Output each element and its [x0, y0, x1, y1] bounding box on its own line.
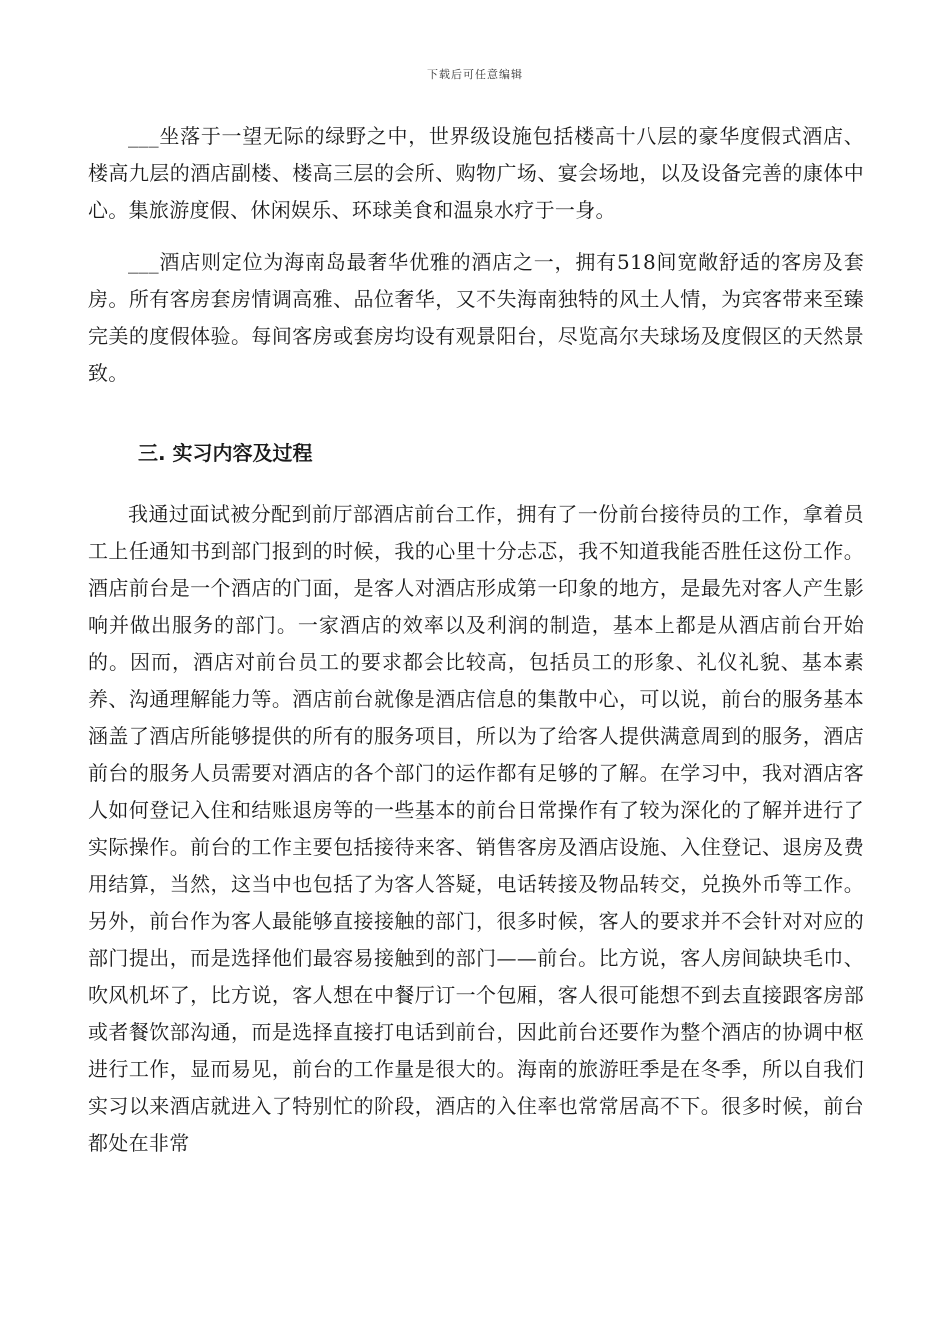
- section-heading: 三. 实习内容及过程: [138, 441, 313, 465]
- paragraph-hotel-rooms: ___酒店则定位为海南岛最奢华优雅的酒店之一，拥有518间宽敞舒适的客房及套房。所有客房套房情调高雅、品位奢华，又不失海南独特的风土人情，为宾客带来至臻完美的度假体验。每间客房或套房均设有观景阳台，尽览高尔夫球场及度假区的天然景致。: [88, 250, 864, 385]
- document-body: [88, 118, 864, 1162]
- page-header-note: 下载后可任意编辑: [427, 68, 523, 81]
- paragraph-resort-facilities: ___坐落于一望无际的绿野之中，世界级设施包括楼高十八层的豪华度假式酒店、楼高九层的酒店副楼、楼高三层的会所、购物广场、宴会场地，以及设备完善的康体中心。集旅游度假、休闲娱乐、环球美食和温泉水疗于一身。: [88, 124, 864, 222]
- paragraph-front-desk-work: 我通过面试被分配到前厅部酒店前台工作，拥有了一份前台接待员的工作，拿着员工上任通知书到部门报到的时候，我的心里十分忐忑，我不知道我能否胜任这份工作。酒店前台是一个酒店的门面，是客人对酒店形成第一印象的地方，是最先对客人产生影响并做出服务的部门。一家酒店的效率以及利润的制造，基本上都是从酒店前台开始的。因而，酒店对前台员工的要求都会比较高，包括员工的形象、礼仪礼貌、基本素养、沟通理解能力等。酒店前台就像是酒店信息的集散中心，可以说，前台的服务基本涵盖了酒店所能够提供的所有的服务项目，所以为了给客人提供满意周到的服务，酒店前台的服务人员需要对酒店的各个部门的运作都有足够的了解。在学习中，我对酒店客人如何登记入住和结账退房等的一些基本的前台日常操作有了较为深化的了解并进行了实际操作。前台的工作主要包括接待来客、销售客房及酒店设施、入住登记、退房及费用结算，当然，这当中也包括了为客人答疑，电话转接及物品转交，兑换外币等工作。另外，前台作为客人最能够直接接触的部门，很多时候，客人的要求并不会针对对应的部门提出，而是选择他们最容易接触到的部门——前台。比方说，客人房间缺块毛巾、吹风机坏了，比方说，客人想在中餐厅订一个包厢，客人很可能想不到去直接跟客房部或者餐饮部沟通，而是选择直接打电话到前台，因此前台还要作为整个酒店的协调中枢进行工作，显而易见，前台的工作量是很大的。海南的旅游旺季是在冬季，所以自我们实习以来酒店就进入了特别忙的阶段，酒店的入住率也常常居高不下。很多时候，前台都处在非常: [88, 502, 864, 1155]
